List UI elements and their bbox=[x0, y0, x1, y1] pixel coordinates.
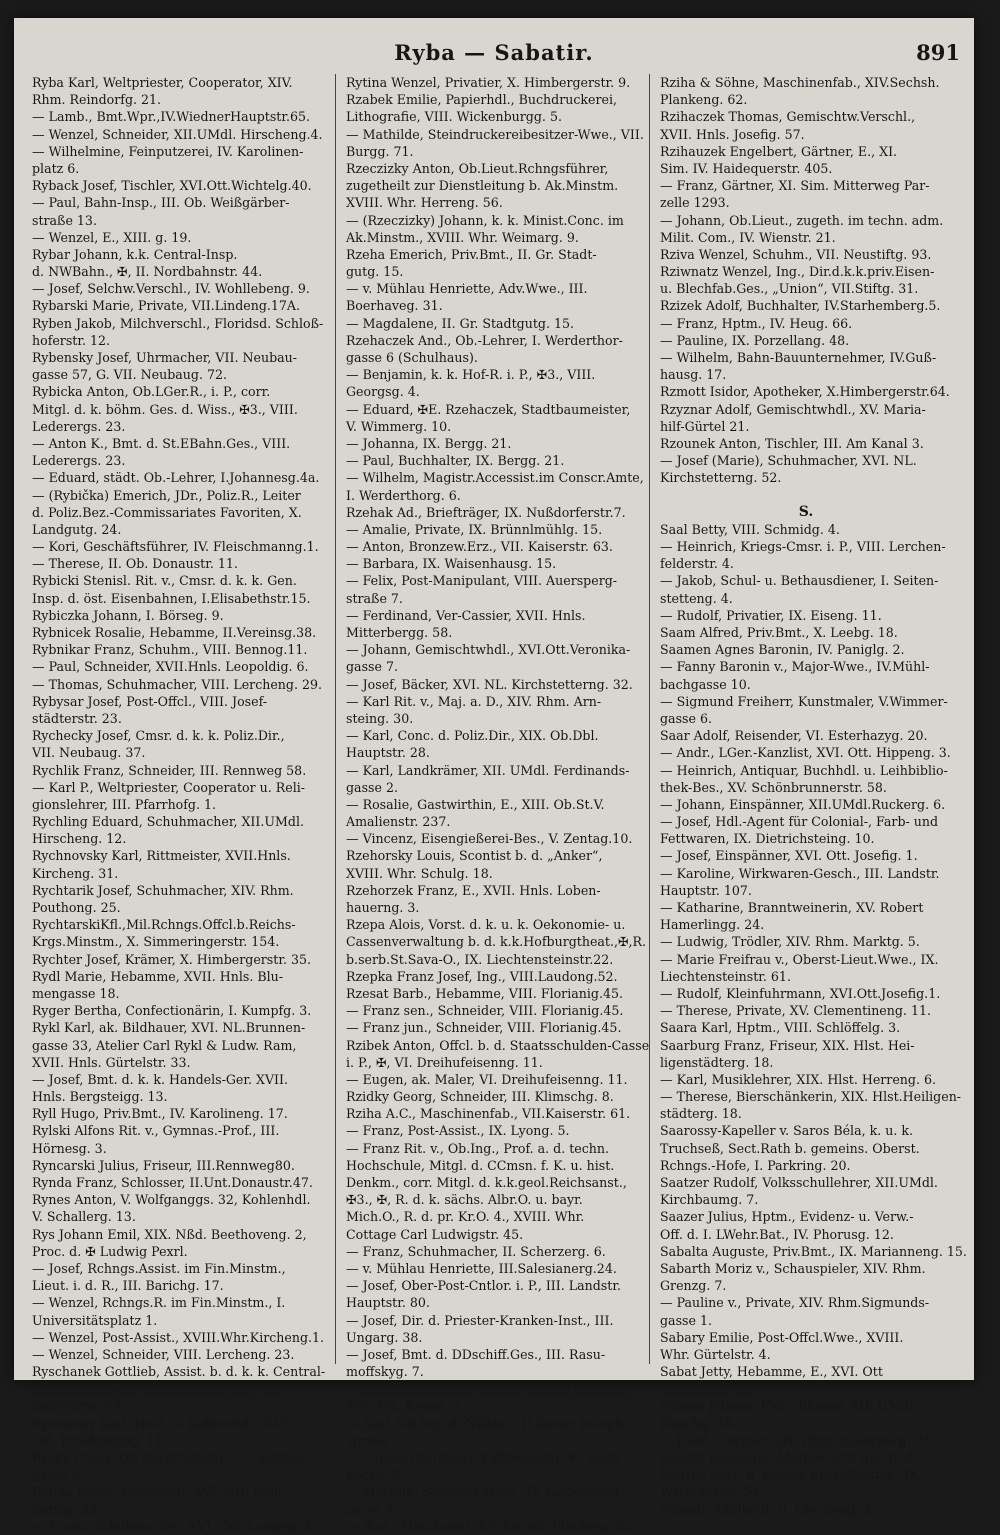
directory-line: Mitterbergg. 58. bbox=[346, 625, 453, 640]
directory-line: Rzihauzek Engelbert, Gärtner, E., XI. bbox=[660, 143, 898, 159]
directory-line: — Felix, Post-Manipulant, VIII. Auersperg- bbox=[346, 573, 618, 589]
directory-line: gasse 33, Atelier Carl Rykl & Ludw. Ram, bbox=[32, 1037, 297, 1053]
directory-line: Rzounek Anton, Tischler, III. Am Kanal 3. bbox=[660, 435, 924, 451]
directory-line: — Wilhelmine, Feinputzerei, IV. Karolinen- bbox=[32, 143, 304, 159]
directory-line: — Franz, Post-Assist., IX. Lyong. 5. bbox=[346, 1123, 570, 1139]
directory-line: Whr. Gürtelstr. 4. bbox=[660, 1346, 771, 1362]
directory-line: — Rud., Maschinist, XIV.Sechsh.Plankeng.62. bbox=[346, 1518, 637, 1534]
directory-line: städterg. 18. bbox=[660, 1106, 742, 1122]
directory-line: Rytina Wenzel, Privatier, X. Himbergerstr. 9. bbox=[346, 75, 631, 90]
directory-line: b.serb.St.Sava-O., IX. Liechtensteinstr.22. bbox=[346, 951, 614, 967]
directory-line: — v. Mühlau Henriette, III.Salesianerg.24. bbox=[346, 1260, 617, 1276]
directory-line: Proc. d. ✠ Ludwig Pexrl. bbox=[32, 1243, 188, 1259]
directory-line: — Heinrich, Antiquar, Buchhdl. u. Leihbiblio- bbox=[660, 762, 948, 778]
directory-line: Rydl Marie, Hebamme, XVII. Hnls. Blu- bbox=[32, 968, 283, 984]
directory-line: Ak.Minstm., XVIII. Whr. Weimarg. 9. bbox=[346, 229, 579, 245]
directory-line: Sabata Johann, Fleischhauer, XII. UMdl. bbox=[660, 1398, 917, 1414]
directory-line: Kircheng. 31. bbox=[32, 865, 119, 881]
directory-line: Landgutg. 24. bbox=[32, 521, 122, 537]
directory-line: Saamen Agnes Baronin, IV. Paniglg. 2. bbox=[660, 642, 905, 658]
directory-line: Rylski Alfons Rit. v., Gymnas.-Prof., III. bbox=[32, 1123, 280, 1139]
directory-line: Rzidky Georg, Schneider, III. Klimschg. 8. bbox=[346, 1089, 614, 1105]
directory-line: gasse 6 (Schulhaus). bbox=[346, 350, 478, 365]
directory-line: — Sigmund Freiherr, Kunstmaler, V.Wimmer- bbox=[660, 693, 948, 709]
directory-line: — Franz sen., Schneider, VIII. Florianig.45. bbox=[346, 1003, 624, 1019]
directory-line: steing. 30. bbox=[346, 710, 414, 726]
directory-line: Sabat Jetty, Hebamme, E., XVI. Ott bbox=[660, 1364, 883, 1380]
directory-line: Cottage Carl Ludwigstr. 45. bbox=[346, 1226, 524, 1242]
column-3 bbox=[660, 74, 967, 1517]
directory-line: Milit. Com., IV. Wienstr. 21. bbox=[660, 229, 836, 245]
directory-line: RychtarskiKfl.,Mil.Rchngs.Offcl.b.Reichs- bbox=[32, 917, 296, 933]
directory-line: moffskyg. 7. bbox=[346, 1364, 424, 1380]
directory-line: Ryschawy Karl, Holz- u. Kohlenhdl., XVI. bbox=[32, 1415, 292, 1431]
directory-line: Sabary Emilie, Post-Offcl.Wwe., XVIII. bbox=[660, 1329, 904, 1345]
directory-line: — Anton K., Bmt. d. St.EBahn.Ges., VIII. bbox=[32, 435, 291, 451]
directory-line: — Wilhelm, Bahn-Bauunternehmer, IV.Guß- bbox=[660, 350, 937, 365]
directory-line: Ryncarski Julius, Friseur, III.Rennweg80. bbox=[32, 1157, 295, 1173]
directory-line: Sabalta Auguste, Priv.Bmt., IX. Marianneng. 15. bbox=[660, 1243, 967, 1259]
directory-line: — Paul, Schneider, XVII.Hnls. Leopoldig. 6. bbox=[32, 659, 309, 675]
directory-line: — Ferdinand, Ver-Cassier, XVII. Hnls. bbox=[346, 607, 586, 623]
directory-line: Rzesat Barb., Hebamme, VIII. Florianig.45. bbox=[346, 985, 623, 1001]
directory-line: hauerng. 3. bbox=[346, 900, 420, 915]
column-1 bbox=[32, 74, 326, 1534]
directory-line: — Josefa, Privatlehr-Anst. f. Kleidermachen, bbox=[346, 1381, 627, 1397]
directory-line: Rhm. Reindorfg. 21. bbox=[32, 92, 162, 108]
directory-line: — Therese, II. Ob. Donaustr. 11. bbox=[32, 556, 238, 572]
directory-line: — Karl, Conc. d. Poliz.Dir., XIX. Ob.Dbl. bbox=[346, 728, 599, 744]
directory-line: stetteng. 4. bbox=[660, 590, 733, 606]
directory-line: Rychnovsky Karl, Rittmeister, XVII.Hnls. bbox=[32, 848, 291, 864]
directory-line: Pouthong. 25. bbox=[32, 900, 121, 915]
directory-line: Rauchg. 44. bbox=[660, 1415, 737, 1431]
directory-line: Rybarski Marie, Private, VII.Lindeng.17A. bbox=[32, 298, 301, 314]
section-letter: S. bbox=[798, 503, 814, 520]
directory-line: — Josef, Ober-Post-Cntlor. i. P., III. Landstr. bbox=[346, 1278, 621, 1294]
directory-line: Burgg. 71. bbox=[346, 143, 414, 159]
directory-line: gutg. 15. bbox=[346, 264, 404, 280]
directory-line: Marine-Sect. d. Reichs-Krgs.Minstm., IX. bbox=[660, 1467, 922, 1483]
directory-line: Rziha & Söhne, Maschinenfab., XIV.Sechsh. bbox=[660, 75, 940, 90]
directory-line: Ryback Josef, Tischler, XVI.Ott.Wichtelg.40. bbox=[32, 178, 312, 194]
directory-line: V. Wimmerg. 10. bbox=[346, 418, 452, 434]
directory-line: Boerhaveg. 31. bbox=[346, 298, 443, 314]
page-number: 891 bbox=[916, 40, 960, 65]
directory-line: Ryll Hugo, Priv.Bmt., IV. Karolineng. 17. bbox=[32, 1106, 288, 1122]
directory-line: gasse 2. bbox=[346, 779, 398, 795]
directory-line: Hörnesg. 3. bbox=[32, 1140, 107, 1156]
directory-line: — Josef (Marie), Schuhmacher, XVI. NL. bbox=[660, 453, 917, 469]
directory-line: bachgasse 10. bbox=[660, 676, 751, 692]
directory-line: Saazer Julius, Hptm., Evidenz- u. Verw.- bbox=[660, 1209, 914, 1225]
directory-line: — Franz, Gärtner, XI. Sim. Mitterweg Par- bbox=[660, 178, 930, 194]
directory-line: Sabarth Moriz v., Schauspieler, XIV. Rhm. bbox=[660, 1260, 926, 1276]
directory-line: straße 22. bbox=[346, 1432, 411, 1448]
directory-page bbox=[14, 18, 974, 1534]
directory-line: straße 7. bbox=[346, 590, 403, 606]
directory-line: Krgs.Minstm., X. Simmeringerstr. 154. bbox=[32, 934, 280, 950]
directory-line: Rybnikar Franz, Schuhm., VIII. Bennog.11. bbox=[32, 642, 308, 658]
directory-line: — Magdalene, II. Gr. Stadtgutg. 15. bbox=[346, 315, 574, 331]
directory-line: u. Blechfab.Ges., „Union“, VII.Stiftg. 31. bbox=[660, 281, 919, 297]
directory-line: — Karl P., Weltpriester, Cooperator u. Reli- bbox=[32, 779, 306, 795]
directory-line: Rybiczka Johann, I. Börseg. 9. bbox=[32, 607, 224, 623]
directory-line: — Fanny Baronin v., Major-Wwe., IV.Mühl- bbox=[660, 659, 930, 675]
directory-line: — Franz jun., Schneider, VIII. Florianig.45. bbox=[346, 1020, 622, 1036]
directory-line: Rzehaczek And., Ob.-Lehrer, I. Werderthor- bbox=[346, 332, 623, 348]
directory-line: — Franz, Hptm., IV. Heug. 66. bbox=[660, 315, 853, 331]
directory-line: — Rudolf, Privatier, IX. Eiseng. 11. bbox=[660, 607, 882, 623]
directory-line: Hamerlingg. 24. bbox=[660, 917, 765, 933]
directory-line: — Rudolf, Kleinfuhrmann, XVI.Ott.Josefig.1. bbox=[660, 985, 941, 1001]
directory-line: — Franz, Schuhmacher, XVI. Ott. Langeg. 3. bbox=[32, 1518, 316, 1534]
directory-line: i. P., ✠, VI. Dreihufeisenng. 11. bbox=[346, 1054, 543, 1070]
directory-line: — Josef, Hdl.-Agent für Colonial-, Farb- und bbox=[660, 814, 939, 830]
directory-line: Rykl Karl, ak. Bildhauer, XVI. NL.Brunnen- bbox=[32, 1020, 306, 1036]
directory-line: VII. Neubaug. 37. bbox=[32, 745, 146, 761]
directory-line: — Kori, Geschäftsführer, IV. Fleischmanng.1. bbox=[32, 539, 319, 555]
directory-line: XVI. Ott. Krong. 7. bbox=[346, 1398, 465, 1414]
directory-line: Rzepa Alois, Vorst. d. k. u. k. Oekonomie- u. bbox=[346, 917, 626, 933]
directory-line: — Johann, Einspänner, XII.UMdl.Ruckerg. 6. bbox=[660, 796, 946, 812]
directory-line: — Eugen, ak. Maler, VI. Dreihufeisenng. 11. bbox=[346, 1071, 628, 1087]
directory-line bbox=[660, 487, 952, 504]
directory-line: bau-Gürtel 47. bbox=[32, 1398, 125, 1414]
directory-line: Wäringerstr. 52. bbox=[660, 1484, 764, 1500]
directory-line: Rzabek Emilie, Papierhdl., Buchdruckerei, bbox=[346, 92, 618, 108]
directory-line: straße 13. bbox=[32, 212, 97, 228]
directory-line: d. Poliz.Bez.-Commissariates Favoriten, X. bbox=[32, 504, 302, 520]
directory-line: thek-Bes., XV. Schönbrunnerstr. 58. bbox=[660, 779, 887, 795]
directory-line: Rybysar Josef, Post-Offcl., VIII. Josef- bbox=[32, 693, 268, 709]
directory-line: — Josef, Bäcker, XVI. NL. Kirchstetterng. 32. bbox=[346, 676, 633, 692]
directory-line: Hochschule, Mitgl. d. CCmsn. f. K. u. hist. bbox=[346, 1157, 615, 1173]
directory-line: Mich.O., R. d. pr. Kr.O. 4., XVIII. Whr. bbox=[346, 1209, 585, 1225]
directory-line: Hauptstr. 28. bbox=[346, 745, 430, 761]
directory-line: — Martina, Spängler-Wwe., IV. Leibenfrost- bbox=[346, 1484, 624, 1500]
directory-line: — Marie Freifrau v., Oberst-Lieut.Wwe., IX. bbox=[660, 951, 939, 967]
directory-line: Grenzg. 7. bbox=[660, 1278, 727, 1294]
directory-line: — Lorenz (Barbara), Kaffeesieder, VI. Dam- bbox=[346, 1450, 624, 1465]
column-divider bbox=[649, 74, 650, 1364]
directory-line: Sim. IV. Haidequerstr. 405. bbox=[660, 160, 833, 176]
directory-line: — Therese, Bierschänkerin, XIX. Hlst.Heiligen- bbox=[660, 1089, 962, 1105]
directory-line: — Franz Rit. v., Ob.Ing., Prof. a. d. techn. bbox=[346, 1140, 610, 1156]
directory-line: Lederergs. 23. bbox=[32, 418, 126, 434]
directory-line: Rybar Johann, k.k. Central-Insp. bbox=[32, 246, 238, 262]
directory-line: — Wenzel, Schneider, XII.UMdl. Hirscheng.4. bbox=[32, 126, 323, 142]
directory-line: — Josef, Rchngs.Assist. im Fin.Minstm., bbox=[32, 1260, 286, 1276]
directory-line: platz 6. bbox=[32, 160, 80, 176]
directory-line: ✠3., ✠, R. d. k. sächs. Albr.O. u. bayr. bbox=[346, 1192, 583, 1208]
directory-line: Saal Betty, VIII. Schmidg. 4. bbox=[660, 521, 840, 537]
directory-line: — v. Mühlau Henriette, Adv.Wwe., III. bbox=[346, 281, 588, 297]
directory-line: — Karl Rit. v., Maj. a. D., XIV. Rhm. Arn- bbox=[346, 693, 602, 709]
directory-line: — Therese, Private, XV. Clementineng. 11. bbox=[660, 1003, 931, 1019]
directory-line: — Franz, Schuhmacher, II. Scherzerg. 6. bbox=[346, 1243, 606, 1259]
directory-line: — Ludwig, Trödler, XIV. Rhm. Marktg. 5. bbox=[660, 934, 920, 950]
directory-line: Rychling Eduard, Schuhmacher, XII.UMdl. bbox=[32, 814, 304, 830]
directory-line: Rzepka Franz Josef, Ing., VIII.Laudong.52. bbox=[346, 968, 618, 984]
directory-line: Hauptstr. 80. bbox=[346, 1295, 430, 1311]
directory-line: zelle 1293. bbox=[660, 195, 730, 211]
directory-line: Ott. Friedmanng. 14. bbox=[32, 1432, 167, 1448]
directory-line: Plankeng. 62. bbox=[660, 92, 748, 108]
directory-line: Off. d. I. LWehr.Bat., IV. Phorusg. 12. bbox=[660, 1226, 894, 1242]
directory-line: Schotteng. 15. bbox=[660, 1381, 754, 1397]
directory-line: Lieut. i. d. R., III. Barichg. 17. bbox=[32, 1278, 224, 1294]
directory-line: — Johanna, IX. Bergg. 21. bbox=[346, 435, 512, 451]
directory-line: — Josef, Dir. d. Priester-Kranken-Inst., III. bbox=[346, 1312, 614, 1328]
directory-line: Rzizek Adolf, Buchhalter, IV.Starhemberg.5. bbox=[660, 298, 941, 314]
directory-line: mengasse 18. bbox=[32, 985, 120, 1001]
directory-line: Rzyznar Adolf, Gemischtwhdl., XV. Maria- bbox=[660, 401, 926, 417]
directory-line: Rybnicek Rosalie, Hebamme, II.Vereinsg.38. bbox=[32, 625, 317, 640]
directory-line: Saara Karl, Hptm., VIII. Schlöffelg. 3. bbox=[660, 1020, 901, 1036]
directory-line: — Jakob, Schul- u. Bethausdiener, I. Seiten- bbox=[660, 573, 939, 589]
directory-line: Rynes Anton, V. Wolfganggs. 32, Kohlenhdl. bbox=[32, 1192, 311, 1208]
directory-line: Kirchbaumg. 7. bbox=[660, 1192, 759, 1208]
directory-line: XVIII. Whr. Schulg. 18. bbox=[346, 865, 493, 881]
directory-line: felderstr. 4. bbox=[660, 556, 734, 572]
directory-line: Universitätsplatz 1. bbox=[32, 1312, 158, 1328]
directory-line: städterstr. 23. bbox=[32, 710, 122, 726]
directory-line: Ryger Bertha, Confectionärin, I. Kumpfg. 3. bbox=[32, 1003, 312, 1019]
page-header bbox=[14, 40, 974, 74]
directory-line: Cassenverwaltung b. d. k.k.Hofburgtheat.,✠,R. bbox=[346, 934, 647, 950]
directory-line: Rynda Franz, Schlosser, II.Unt.Donaustr.47. bbox=[32, 1175, 313, 1190]
directory-line: Hnls. Bergsteigg. 13. bbox=[32, 1089, 168, 1105]
directory-line: — Katharine, Branntweinerin, XV. Robert bbox=[660, 900, 924, 915]
directory-line: Rychtarik Josef, Schuhmacher, XIV. Rhm. bbox=[32, 882, 294, 898]
directory-line: — Josef, Einspänner, XVI. Ott. Josefig. 1. bbox=[660, 848, 918, 864]
directory-line: Rziva Wenzel, Schuhm., VII. Neustiftg. 93. bbox=[660, 246, 932, 262]
directory-line: — Paul, Buchhalter, IX. Bergg. 21. bbox=[346, 453, 565, 469]
directory-line: — Thomas, Schuhmacher, VIII. Lercheng. 29. bbox=[32, 676, 323, 692]
directory-line: — Karl, Landkrämer, XII. UMdl. Ferdinands- bbox=[346, 762, 630, 778]
directory-line: Denkm., corr. Mitgl. d. k.k.geol.Reichsanst., bbox=[346, 1175, 627, 1190]
directory-line: Rziwnatz Wenzel, Ing., Dir.d.k.k.priv.Eisen- bbox=[660, 264, 935, 280]
directory-line: — Lamb., Bmt.Wpr.,IV.WiednerHauptstr.65. bbox=[32, 109, 311, 125]
directory-line: Kirchstetterng. 52. bbox=[660, 470, 782, 486]
directory-line: — Wenzel, E., XIII. g. 19. bbox=[32, 229, 192, 245]
directory-line: XVIII. Whr. Herreng. 56. bbox=[346, 195, 503, 211]
directory-line: Ryben Jakob, Milchverschl., Floridsd. Schloß- bbox=[32, 315, 324, 331]
directory-line: Saarburg Franz, Friseur, XIX. Hlst. Hei- bbox=[660, 1037, 915, 1053]
directory-line: Georgsg. 4. bbox=[346, 384, 420, 400]
directory-line: hilf-Gürtel 21. bbox=[660, 418, 750, 434]
directory-line: Rziha A.C., Maschinenfab., VII.Kaiserstr. 61. bbox=[346, 1106, 631, 1122]
directory-line: Ryska Franz, Ob.Ing.d.NBahn., II.Castellez- bbox=[32, 1450, 312, 1465]
directory-line: ligenstädterg. 18. bbox=[660, 1054, 774, 1070]
directory-line: Ungarg. 38. bbox=[346, 1329, 423, 1345]
directory-line: XVII. Hnls. Gürtelstr. 33. bbox=[32, 1054, 191, 1070]
directory-line: — Wilhelm, Magistr.Accessist.im Conscr.Amte, bbox=[346, 470, 644, 486]
directory-line: — Anton, Bronzew.Erz., VII. Kaiserstr. 63. bbox=[346, 539, 613, 555]
directory-line: Rychecky Josef, Cmsr. d. k. k. Poliz.Dir., bbox=[32, 728, 285, 744]
directory-line: Rzibek Anton, Offcl. b. d. Staatsschulden-Casse bbox=[346, 1037, 650, 1053]
directory-line: — Mathilde, Steindruckereibesitzer-Wwe., VII. bbox=[346, 126, 644, 142]
directory-line: Rys Johann Emil, XIX. Nßd. Beethoveng. 2, bbox=[32, 1226, 307, 1242]
directory-line: — Heinrich, Kriegs-Cmsr. i. P., VIII. Lerchen- bbox=[660, 539, 946, 555]
directory-line: Rychlik Franz, Schneider, III. Rennweg 58. bbox=[32, 762, 307, 778]
directory-line: — Rosalie, Gastwirthin, E., XIII. Ob.St.V. bbox=[346, 796, 605, 812]
directory-line: V. Schallerg. 13. bbox=[32, 1209, 136, 1225]
directory-line: gionslehrer, III. Pfarrhofg. 1. bbox=[32, 796, 217, 812]
directory-line: gasse 7. bbox=[346, 659, 398, 675]
directory-line: hausg. 17. bbox=[660, 367, 727, 383]
directory-line: — Johann, Gemischtwhdl., XVI.Ott.Veronika- bbox=[346, 642, 631, 658]
directory-line: Rzehorsky Louis, Scontist b. d. „Anker“, bbox=[346, 848, 603, 864]
directory-line: I. Werderthorg. 6. bbox=[346, 487, 461, 503]
directory-line: — Pauline v., Private, XIV. Rhm.Sigmunds- bbox=[660, 1295, 930, 1311]
directory-line: Hauptstr. 107. bbox=[660, 882, 752, 898]
directory-line: XVII. Hnls. Josefig. 57. bbox=[660, 126, 805, 142]
directory-line: — Eduard, städt. Ob.-Lehrer, I.Johannesg.4a. bbox=[32, 470, 320, 486]
directory-line: hartsg. 33. bbox=[32, 1501, 102, 1517]
directory-line: Ryba Karl, Weltpriester, Cooperator, XIV. bbox=[32, 75, 293, 90]
column-divider bbox=[335, 74, 336, 1364]
directory-line: — Josef, Bmt. d. DDschiff.Ges., III. Rasu- bbox=[346, 1346, 606, 1362]
directory-line: Ryschanek Gottlieb, Assist. b. d. k. k. Central- bbox=[32, 1364, 326, 1380]
directory-line: — Andr., LGer.-Kanzlist, XVI. Ott. Hippeng. 3. bbox=[660, 745, 951, 761]
directory-line: Lederergs. 23. bbox=[32, 453, 126, 469]
directory-line: Hirscheng. 12. bbox=[32, 831, 127, 847]
directory-line: — Josef, Selchw.Verschl., IV. Wohllebeng. 9. bbox=[32, 281, 310, 297]
directory-line: Stempelmarken-Verschl.Mag., XV. Neu- bbox=[32, 1381, 283, 1397]
directory-line: gasse 6. bbox=[32, 1467, 84, 1483]
directory-line: Rchngs.-Hofe, I. Parkring. 20. bbox=[660, 1157, 851, 1173]
directory-line: böckg. 8. bbox=[346, 1467, 405, 1483]
directory-line: zugetheilt zur Dienstleitung b. Ak.Minstm. bbox=[346, 178, 619, 194]
directory-line: — (Rybička) Emerich, JDr., Poliz.R., Leiter bbox=[32, 487, 301, 503]
directory-line: Rybensky Josef, Uhrmacher, VII. Neubau- bbox=[32, 350, 298, 365]
directory-line: Rzehorzek Franz, E., XVII. Hnls. Loben- bbox=[346, 882, 601, 898]
directory-line: gasse 57, G. VII. Neubaug. 72. bbox=[32, 367, 228, 383]
directory-line: — Wenzel, Post-Assist., XVIII.Whr.Kircheng.1. bbox=[32, 1329, 325, 1345]
directory-line: hoferstr. 12. bbox=[32, 332, 111, 348]
directory-line: — Josef, Bmt. d. k. k. Handels-Ger. XVII. bbox=[32, 1071, 289, 1087]
directory-line: Saar Adolf, Reisender, VI. Esterhazyg. 20. bbox=[660, 728, 928, 744]
directory-line: Lithografie, VIII. Wickenburgg. 5. bbox=[346, 109, 562, 125]
directory-line: gasse 8. bbox=[346, 1501, 398, 1517]
directory-line: Saarossy-Kapeller v. Saros Béla, k. u. k. bbox=[660, 1123, 913, 1139]
directory-line: Sabath Benjamin, Marine-Artil.Ing. b. d. bbox=[660, 1450, 917, 1465]
directory-line: gasse 6. bbox=[660, 710, 712, 726]
directory-line: — Paul, Bahn-Insp., III. Ob. Weißgärber- bbox=[32, 195, 290, 211]
directory-line: — Wenzel, Schneider, VIII. Lercheng. 23. bbox=[32, 1346, 295, 1362]
directory-line: Rzihaczek Thomas, Gemischtw.Verschl., bbox=[660, 109, 916, 125]
directory-line: Truchseß, Sect.Rath b. gemeins. Oberst. bbox=[660, 1140, 920, 1156]
directory-line: — Karl, Musiklehrer, XIX. Hlst. Herreng. 6. bbox=[660, 1071, 936, 1087]
directory-line: Rybicki Stenisl. Rit. v., Cmsr. d. k. k. Gen. bbox=[32, 573, 297, 589]
directory-line: — Vincenz, Eisengießerei-Bes., V. Zentag.10. bbox=[346, 831, 633, 847]
directory-line: Sabatin Adelheid, II. Glockeng. 3. bbox=[660, 1501, 876, 1517]
directory-line: Fettwaren, IX. Dietrichsteing. 10. bbox=[660, 831, 875, 847]
directory-line: — Josef, Tischler, XIV. Rhm. Holocherg. 24. bbox=[660, 1432, 935, 1448]
directory-line: Rzeczizky Anton, Ob.Lieut.Rchngsführer, bbox=[346, 160, 609, 176]
directory-line: gasse 1. bbox=[660, 1312, 712, 1328]
directory-line: — Johann, Ob.Lieut., zugeth. im techn. adm. bbox=[660, 212, 944, 228]
directory-line: Saam Alfred, Priv.Bmt., X. Leebg. 18. bbox=[660, 625, 898, 640]
entry-columns bbox=[32, 74, 967, 1534]
directory-line: Liechtensteinstr. 61. bbox=[660, 968, 791, 984]
directory-line: — Wenzel, Rchngs.R. im Fin.Minstm., I. bbox=[32, 1295, 286, 1311]
directory-line: Rybicka Anton, Ob.LGer.R., i. P., corr. bbox=[32, 384, 271, 400]
directory-line: — Pauline, IX. Porzellang. 48. bbox=[660, 332, 850, 348]
directory-line: — Eduard, ✠E. Rzehaczek, Stadtbaumeister, bbox=[346, 401, 631, 417]
directory-line: — Barbara, IX. Waisenhausg. 15. bbox=[346, 556, 557, 572]
directory-line: Rzmott Isidor, Apotheker, X.Himbergerstr.64. bbox=[660, 384, 950, 400]
directory-line: Mitgl. d. k. böhm. Ges. d. Wiss., ✠3., VIII. bbox=[32, 401, 298, 417]
running-title: Ryba — Sabatir. bbox=[394, 40, 594, 65]
directory-line: — (Rzeczizky) Johann, k. k. Minist.Conc. im bbox=[346, 212, 624, 228]
directory-line: Insp. d. öst. Eisenbahnen, I.Elisabethstr.15. bbox=[32, 590, 311, 606]
directory-line: — Karl, Ob.Ing. d. NBahn., II.Kaiser Joseph- bbox=[346, 1415, 628, 1431]
directory-line: Rychter Josef, Krämer, X. Himbergerstr. 35. bbox=[32, 951, 312, 967]
directory-line: Rzeha Emerich, Priv.Bmt., II. Gr. Stadt- bbox=[346, 246, 597, 262]
directory-line: Amalienstr. 237. bbox=[346, 814, 451, 830]
directory-line: Saatzer Rudolf, Volksschullehrer, XII.UMdl. bbox=[660, 1175, 938, 1190]
directory-line: — Benjamin, k. k. Hof-R. i. P., ✠3., VIII. bbox=[346, 367, 596, 383]
column-2 bbox=[346, 74, 650, 1534]
directory-line: Rytina Franz, Schneider, XVI. Ott. Rein- bbox=[32, 1484, 287, 1500]
directory-line: — Karoline, Wirkwaren-Gesch., III. Landstr. bbox=[660, 865, 940, 881]
directory-line: Rzehak Ad., Briefträger, IX. Nußdorferstr.7. bbox=[346, 504, 626, 520]
directory-line: d. NWBahn., ✠, II. Nordbahnstr. 44. bbox=[32, 264, 263, 280]
directory-line: — Amalie, Private, IX. Brünnlmühlg. 15. bbox=[346, 521, 603, 537]
